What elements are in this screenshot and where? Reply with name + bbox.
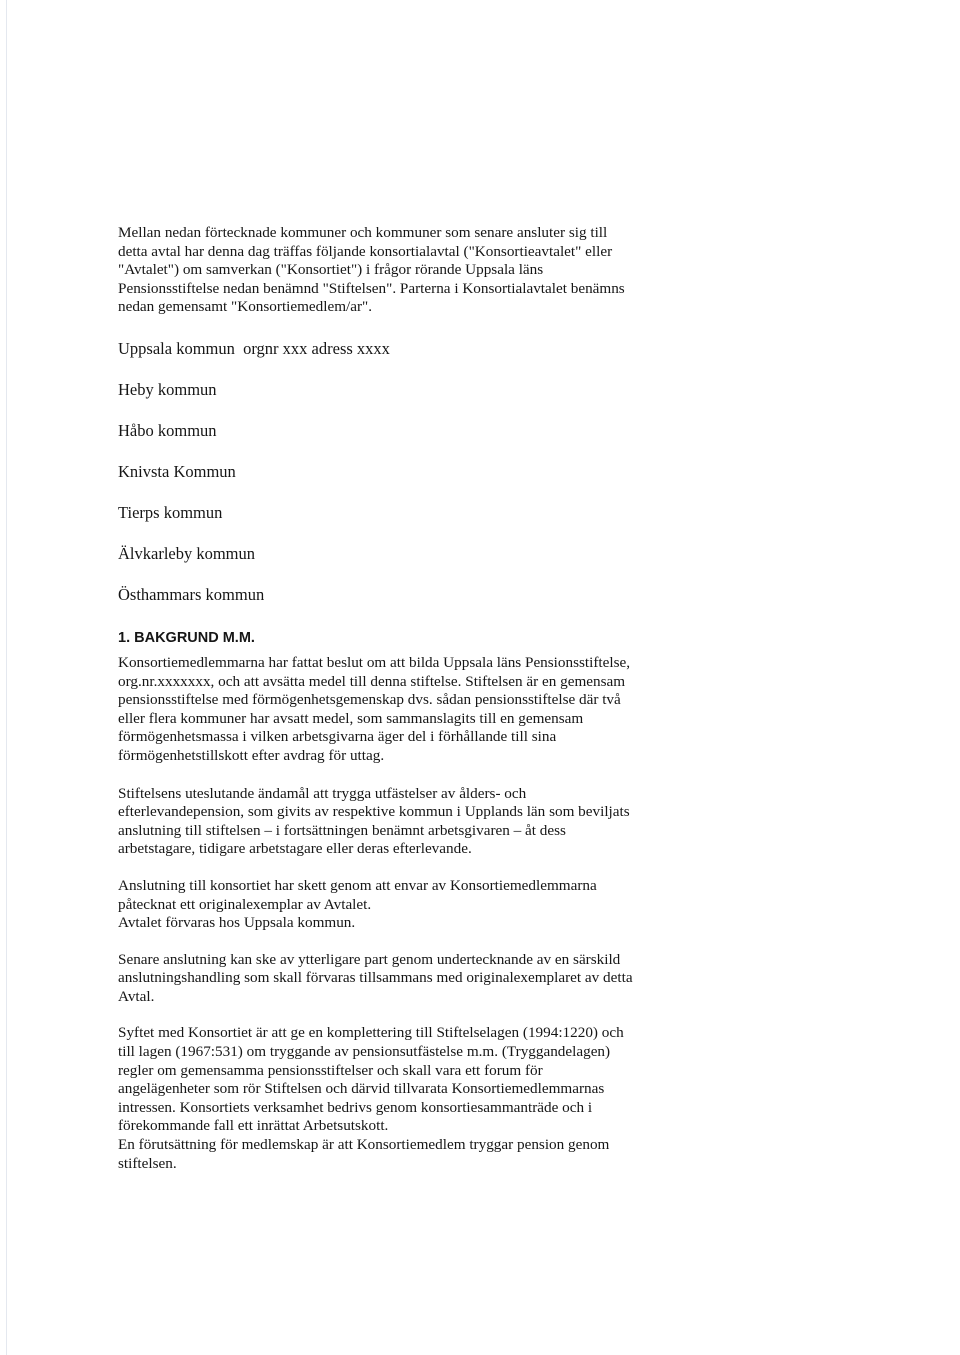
section-paragraph [118, 1024, 838, 1173]
paragraph-line: Konsortiemedlemmarna har fattat beslut om att bilda Uppsala läns Pensionsstiftelse, [118, 653, 631, 671]
intro-line: detta avtal har denna dag träffas följande konsortialavtal ("Konsortieavtalet" eller [118, 242, 613, 260]
party-knivsta: Knivsta Kommun [118, 461, 236, 481]
paragraph-line: regler om gemensamma pensionsstiftelser och skall vara ett forum för [118, 1061, 543, 1079]
paragraph-line: Anslutning till konsortiet har skett genom att envar av Konsortiemedlemmarna [118, 876, 597, 894]
section-paragraph [118, 654, 838, 766]
party-tierp: Tierps kommun [118, 502, 223, 522]
intro-line: nedan gemensamt "Konsortiemedlem/ar". [118, 298, 373, 316]
paragraph-line: pensionsstiftelse med förmögenhetsgemenskap dvs. sådan pensionsstiftelse där två [118, 691, 621, 709]
intro-line: "Avtalet") om samverkan ("Konsortiet") i frågor rörande Uppsala läns [118, 261, 544, 279]
document-page [118, 224, 838, 1173]
paragraph-line: Avtal. [118, 987, 155, 1005]
section-paragraph [118, 877, 838, 933]
intro-line: Mellan nedan förtecknade kommuner och kommuner som senare ansluter sig till [118, 224, 608, 241]
party-list [118, 339, 838, 605]
intro-line: Pensionsstiftelse nedan benämnd "Stiftelsen". Parterna i Konsortialavtalet benämns [118, 279, 625, 297]
paragraph-line: Syftet med Konsortiet är att ge en komplettering till Stiftelselagen (1994:1220) och [118, 1024, 624, 1042]
scan-edge-line [6, 0, 7, 1355]
section-paragraph [118, 951, 838, 1007]
paragraph-line: Stiftelsens uteslutande ändamål att trygga utfästelser av ålders- och [118, 784, 527, 802]
paragraph-line: påtecknat ett originalexemplar av Avtalet. [118, 895, 372, 913]
paragraph-line: eller flera kommuner har avsatt medel, som sammanslagits till en gemensam [118, 709, 584, 727]
paragraph-line: arbetstagare, tidigare arbetstagare eller deras efterlevande. [118, 840, 472, 858]
paragraph-line: org.nr.xxxxxxx, och att avsätta medel till denna stiftelse. Stiftelsen är en gemensam [118, 672, 626, 690]
paragraph-line: förekommande fall ett inrättat Arbetsutskott. [118, 1117, 389, 1135]
party-osthammar: Östhammars kommun [118, 584, 265, 604]
paragraph-line: Avtalet förvaras hos Uppsala kommun. [118, 914, 356, 932]
party-heby: Heby kommun [118, 379, 217, 399]
party-uppsala: Uppsala kommun orgnr xxx adress xxxx [118, 338, 390, 358]
paragraph-line: förmögenhetsmassa i vilken arbetsgivarna äger del i förhållande till sina [118, 728, 557, 746]
paragraph-line: efterlevandepension, som givits av respektive kommun i Upplands län som beviljats [118, 803, 630, 821]
party-alvkarleby: Älvkarleby kommun [118, 543, 256, 563]
section-paragraph [118, 785, 838, 859]
paragraph-line: intressen. Konsortiets verksamhet bedrivs genom konsortiesammanträde och i [118, 1098, 593, 1116]
paragraph-line: Senare anslutning kan ske av ytterligare part genom undertecknande av en särskild [118, 950, 621, 968]
paragraph-line: anslutningshandling som skall förvaras tillsammans med originalexemplaret av detta [118, 969, 633, 987]
paragraph-line: angelägenheter som rör Stiftelsen och därvid tillvarata Konsortiemedlemmarnas [118, 1080, 605, 1098]
intro-paragraph [118, 224, 838, 317]
section-heading: 1. BAKGRUND M.M. [118, 629, 255, 646]
paragraph-line: stiftelsen. [118, 1154, 177, 1172]
paragraph-line: till lagen (1967:531) om tryggande av pensionsutfästelse m.m. (Tryggandelagen) [118, 1043, 611, 1061]
paragraph-line: förmögenhetstillskott efter avdrag för uttag. [118, 746, 385, 764]
party-habo: Håbo kommun [118, 420, 217, 440]
paragraph-line: anslutning till stiftelsen – i fortsättningen benämnt arbetsgivaren – åt dess [118, 821, 566, 839]
paragraph-line: En förutsättning för medlemskap är att Konsortiemedlem tryggar pension genom [118, 1136, 610, 1154]
